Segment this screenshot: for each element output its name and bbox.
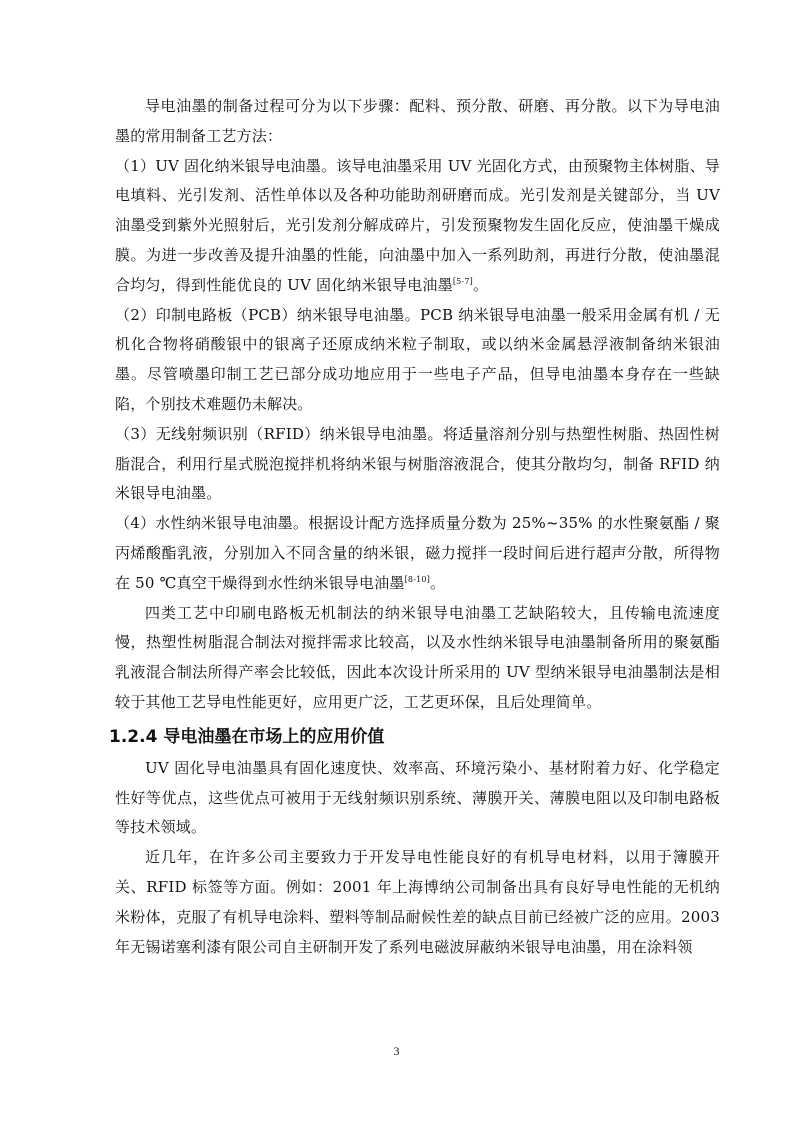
section-paragraph: UV 固化导电油墨具有固化速度快、效率高、环境污染小、基材附着力好、化学稳定性好等优点，这些优点可被用于无线射频识别系统、薄膜开关、薄膜电阻以及印制电路板等技术领域。 xyxy=(115,758,720,837)
method-1-paragraph: （1）UV 固化纳米银导电油墨。该导电油墨采用 UV 光固化方式，由预聚物主体树脂、导电填料、光引发剂、活性单体以及各种功能助剂研磨而成。光引发剂是关键部分，当 UV 油墨受到紫外光照射后，光引发剂分解成碎片，引发预聚物发生固化反应，使油墨干燥成膜。为进一步改善及提升油墨的性能，向油墨中加入一系列助剂，再进行分散，使油墨混合均匀，得到性能优良的 UV 固化纳米银导电油墨[5-7]。 xyxy=(115,156,720,294)
citation-ref: [8-10] xyxy=(404,574,431,584)
method-2-paragraph: （2）印制电路板（PCB）纳米银导电油墨。PCB 纳米银导电油墨一般采用金属有机 / 无机化合物将硝酸银中的银离子还原成纳米粒子制取，或以纳米金属悬浮液制备纳米银油墨。尽管喷墨印制工艺已部分成功地应用于一些电子产品，但导电油墨本身存在一些缺陷，个别技术难题仍未解决。 xyxy=(115,305,720,413)
section-paragraph: 近几年，在许多公司主要致力于开发导电性能良好的有机导电材料，以用于簿膜开关、RFID 标签等方面。例如：2001 年上海博纳公司制备出具有良好导电性能的无机纳米粉体，克服了有机导电涂料、塑料等制品耐候性差的缺点目前已经被广泛的应用。2003 年无锡诺塞利漆有限公司自主研制开发了系列电磁波屏蔽纳米银导电油墨，用在涂料领 xyxy=(115,848,720,956)
method-3-paragraph: （3）无线射频识别（RFID）纳米银导电油墨。将适量溶剂分别与热塑性树脂、热固性树脂混合，利用行星式脱泡搅拌机将纳米银与树脂溶液混合，使其分散均匀，制备 RFID 纳米银导电油墨。 xyxy=(115,424,720,503)
method-4-paragraph: （4）水性纳米银导电油墨。根据设计配方选择质量分数为 25%~35% 的水性聚氨酯 / 聚丙烯酸酯乳液，分别加入不同含量的纳米银，磁力搅拌一段时间后进行超声分散，所得物在 50 ℃真空干燥得到水性纳米银导电油墨[8-10]。 xyxy=(115,514,720,592)
citation-ref: [5-7] xyxy=(452,276,473,286)
section-heading: 1.2.4 导电油墨在市场上的应用价值 xyxy=(109,726,385,747)
summary-paragraph: 四类工艺中印刷电路板无机制法的纳米银导电油墨工艺缺陷较大，且传输电流速度慢，热塑性树脂混合制法对搅拌需求比较高，以及水性纳米银导电油墨制备所用的聚氨酯乳液混合制法所得产率会比较低，因此本次设计所采用的 UV 型纳米银导电油墨制法是相较于其他工艺导电性能更好，应用更广泛，工艺更环保，且后处理简单。 xyxy=(115,603,720,711)
intro-paragraph: 导电油墨的制备过程可分为以下步骤：配料、预分散、研磨、再分散。以下为导电油墨的常用制备工艺方法： xyxy=(115,97,720,145)
document-page xyxy=(109,92,720,962)
page-number: 3 xyxy=(393,1044,400,1058)
